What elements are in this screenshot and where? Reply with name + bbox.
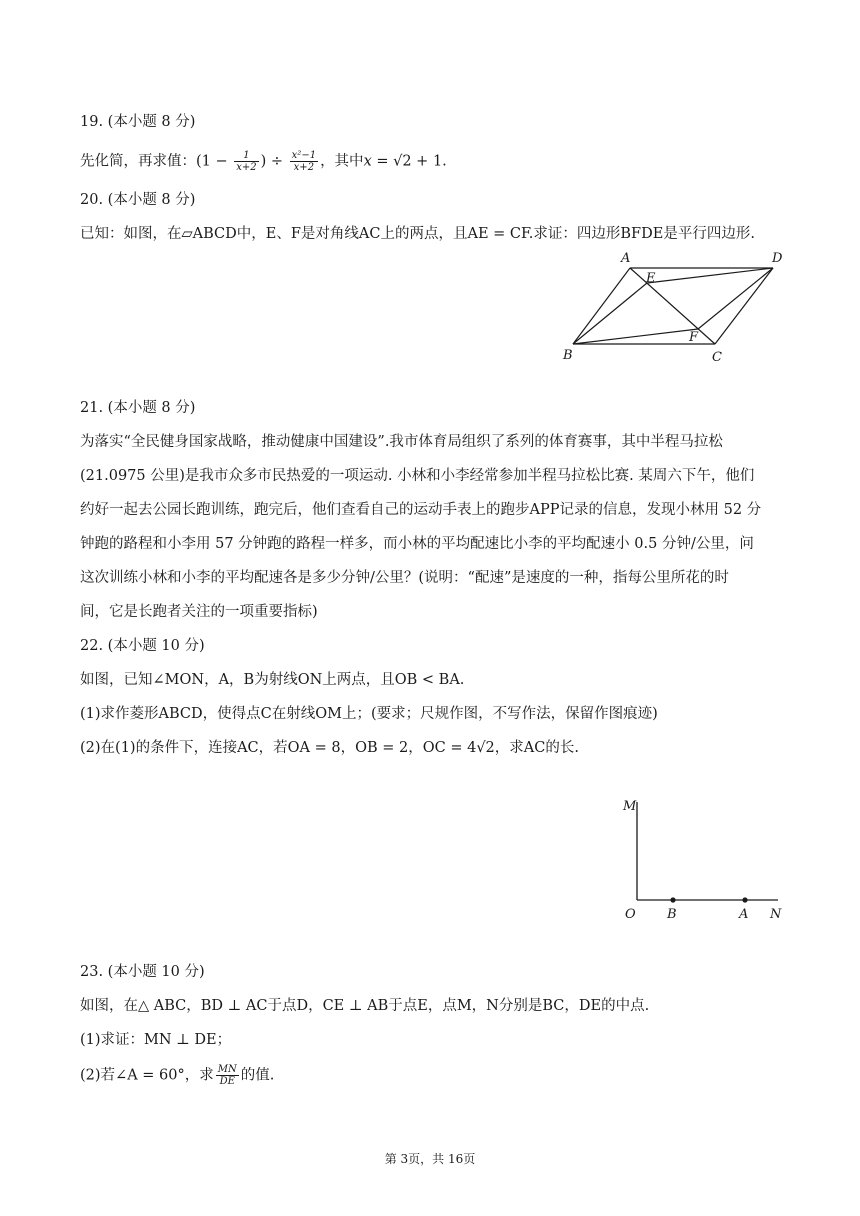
q19-cond-lhs: x = — [363, 153, 394, 170]
q19-prefix: 先化简，再求值： — [80, 153, 196, 170]
parallelogram-figure — [555, 248, 795, 366]
segment-bf — [573, 329, 698, 344]
q20-header: 20. (本小题 8 分) — [80, 192, 196, 208]
q20-text: 已知：如图，在▱ABCD中，E、F是对角线AC上的两点，且AE = CF.求证：四边形BFDE是平行四边形. — [80, 226, 755, 242]
point-b — [670, 897, 675, 902]
q23-line-3 — [80, 1064, 274, 1087]
q22-line-3-suffix: ，求AC的长. — [494, 740, 579, 756]
q22-line-3-prefix: (2)在(1)的条件下，连接AC，若OA = 8，OB = 2，OC = 4 — [80, 740, 477, 756]
q19-header: 19. (本小题 8 分) — [80, 114, 196, 130]
q19-problem — [80, 150, 447, 173]
q19-mid: ，其中 — [320, 153, 364, 170]
segment-be — [573, 283, 647, 344]
label-o: O — [625, 907, 636, 922]
segment-ed — [647, 268, 773, 283]
label-n: N — [770, 907, 782, 922]
page-footer: 第 3页，共 16页 — [384, 1152, 476, 1166]
q22-header: 22. (本小题 10 分) — [80, 638, 205, 654]
q19-expr-open: (1 − — [196, 153, 233, 170]
q19-frac1-num: 1 — [234, 150, 258, 162]
edge-dc — [715, 268, 773, 344]
q21-line-1: 为落实“全民健身国家战略，推动健康中国建设”.我市体育局组织了系列的体育赛事，其中半程马拉松 — [80, 434, 723, 450]
q19-frac2-den: x+2 — [293, 162, 315, 173]
q23-line-3-suffix: 的值. — [240, 1067, 275, 1084]
q22-line-3-sqrt: √2 — [476, 740, 495, 756]
label-e: E — [646, 271, 656, 286]
q21-line-3: 约好一起去公园长跑训练，跑完后，他们查看自己的运动手表上的跑步APP记录的信息，发现小林用 52 分 — [80, 502, 762, 518]
label-b2: B — [667, 907, 677, 922]
label-a: A — [621, 251, 631, 266]
label-f: F — [689, 330, 699, 345]
edge-ba — [573, 268, 630, 344]
point-a — [742, 897, 747, 902]
angle-mon-figure — [615, 792, 790, 924]
q19-frac1 — [234, 150, 258, 173]
q19-cond-rhs: + 1. — [411, 153, 447, 170]
label-m: M — [623, 799, 637, 814]
q23-frac-num: MN — [217, 1064, 237, 1075]
q23-line-1: 如图，在△ ABC，BD ⊥ AC于点D，CE ⊥ AB于点E，点M，N分别是BC，DE的中点. — [80, 998, 650, 1014]
q23-frac — [216, 1064, 239, 1087]
label-a2: A — [739, 907, 749, 922]
q23-frac-den: DE — [219, 1076, 235, 1087]
label-d: D — [772, 251, 783, 266]
q21-line-2: (21.0975 公里)是我市众多市民热爱的一项运动. 小林和小李经常参加半程马拉松比赛. 某周六下午，他们 — [80, 468, 755, 484]
label-b: B — [563, 348, 573, 363]
q22-line-3 — [80, 738, 579, 758]
label-c: C — [712, 350, 722, 365]
q19-frac2 — [290, 150, 318, 173]
q19-frac2-num: x²−1 — [291, 150, 317, 161]
q21-line-5: 这次训练小林和小李的平均配速各是多少分钟/公里？(说明：“配速”是速度的一种，指每公里所花的时 — [80, 570, 729, 586]
q23-line-2: (1)求证：MN ⊥ DE； — [80, 1032, 232, 1048]
q21-line-4: 钟跑的路程和小李用 57 分钟跑的路程一样多，而小林的平均配速比小李的平均配速小 0.5 分钟/公里，问 — [80, 536, 754, 552]
q19-frac1-den: x+2 — [236, 162, 257, 173]
segment-fd — [698, 268, 773, 329]
q22-line-2: (1)求作菱形ABCD，使得点C在射线OM上；(要求；尺规作图，不写作法，保留作图痕迹) — [80, 706, 658, 722]
q23-header: 23. (本小题 10 分) — [80, 964, 205, 980]
q22-line-1: 如图，已知∠MON，A，B为射线ON上两点，且OB < BA. — [80, 672, 465, 688]
q19-cond-sqrt: √2 — [393, 153, 412, 170]
q21-header: 21. (本小题 8 分) — [80, 400, 196, 416]
q21-line-6: 间，它是长跑者关注的一项重要指标) — [80, 604, 318, 620]
q23-line-3-prefix: (2)若∠A = 60°，求 — [80, 1067, 214, 1084]
q19-expr-div: ) ÷ — [260, 153, 288, 170]
